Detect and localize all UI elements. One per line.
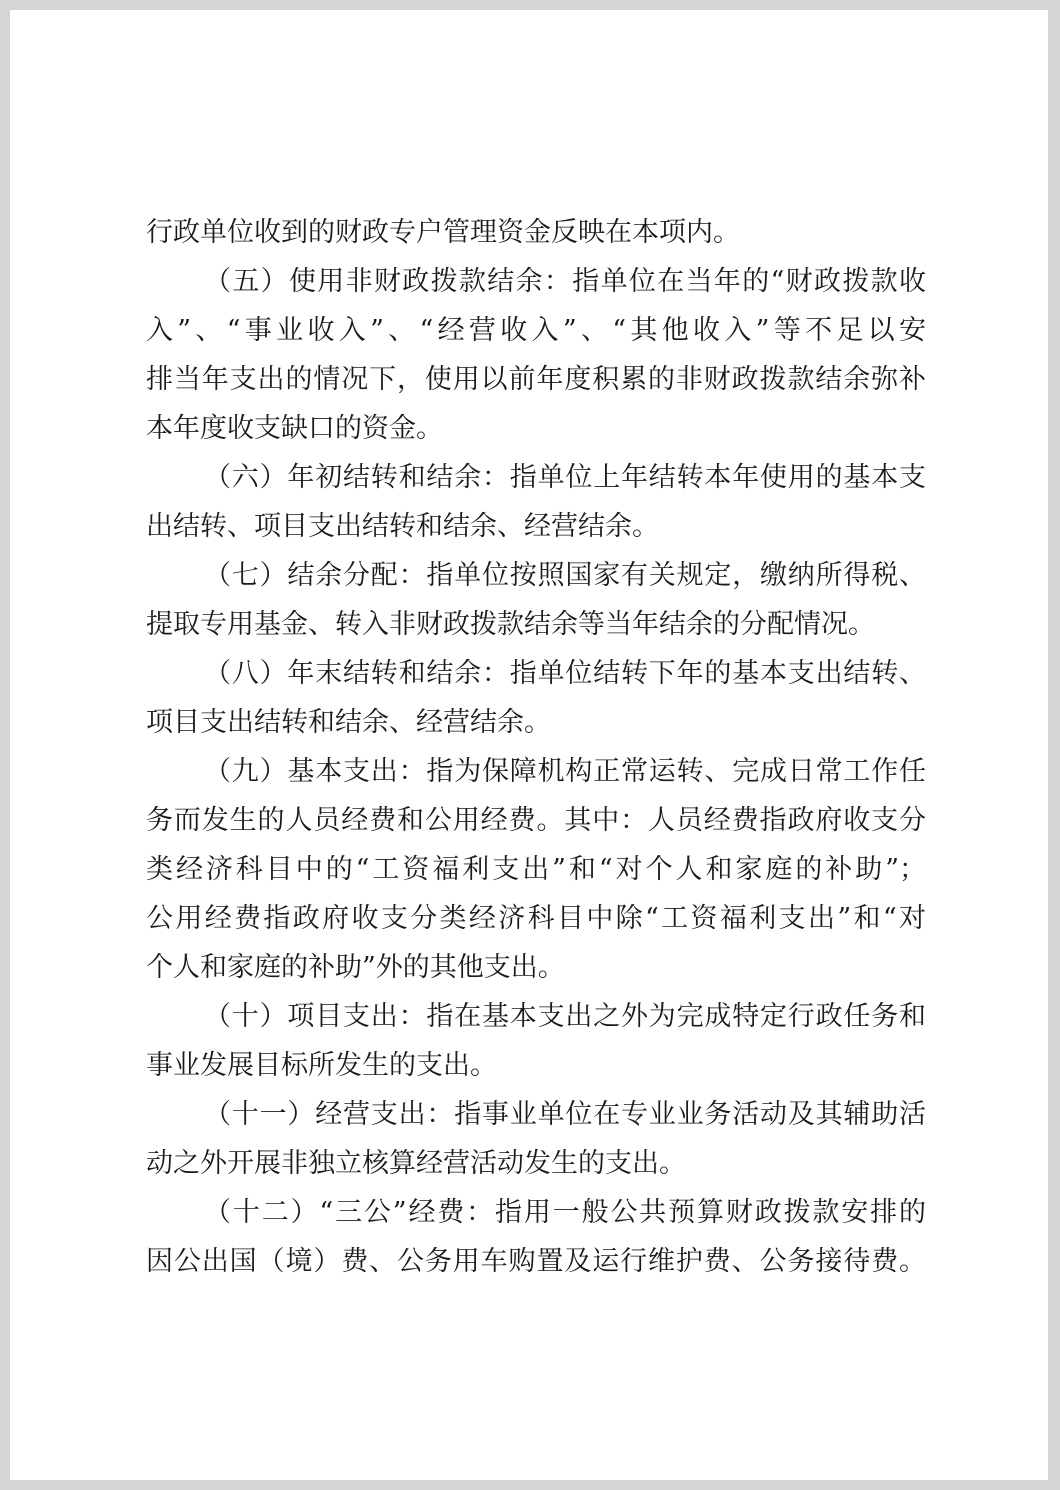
paragraph-line: 入”、“事业收入”、“经营收入”、“其他收入”等不足以安 bbox=[146, 315, 926, 346]
paragraph-line: 因公出国（境）费、公务用车购置及运行维护费、公务接待费。 bbox=[146, 1246, 926, 1277]
section-eight-heading-line: （八）年末结转和结余：指单位结转下年的基本支出结转、 bbox=[204, 658, 926, 689]
paragraph-line: 公用经费指政府收支分类经济科目中除“工资福利支出”和“对 bbox=[146, 903, 926, 934]
paragraph-line: 类经济科目中的“工资福利支出”和“对个人和家庭的补助”； bbox=[146, 854, 926, 885]
section-five-heading-line: （五）使用非财政拨款结余：指单位在当年的“财政拨款收 bbox=[204, 266, 926, 297]
section-ten-heading-line: （十）项目支出：指在基本支出之外为完成特定行政任务和 bbox=[204, 1001, 926, 1032]
paragraph-line: 出结转、项目支出结转和结余、经营结余。 bbox=[146, 511, 659, 542]
paragraph-line: 提取专用基金、转入非财政拨款结余等当年结余的分配情况。 bbox=[146, 609, 875, 640]
section-six-heading-line: （六）年初结转和结余：指单位上年结转本年使用的基本支 bbox=[204, 462, 926, 493]
section-nine-heading-line: （九）基本支出：指为保障机构正常运转、完成日常工作任 bbox=[204, 756, 926, 787]
section-seven-heading-line: （七）结余分配：指单位按照国家有关规定，缴纳所得税、 bbox=[204, 560, 926, 591]
document-page bbox=[10, 10, 1048, 1480]
paragraph-line: 动之外开展非独立核算经营活动发生的支出。 bbox=[146, 1148, 686, 1179]
section-twelve-heading-line: （十二）“三公”经费：指用一般公共预算财政拨款安排的 bbox=[204, 1197, 926, 1228]
paragraph-line: 排当年支出的情况下，使用以前年度积累的非财政拨款结余弥补 bbox=[146, 364, 926, 395]
paragraph-line: 本年度收支缺口的资金。 bbox=[146, 413, 443, 444]
paragraph-line: 项目支出结转和结余、经营结余。 bbox=[146, 707, 551, 738]
paragraph-line: 事业发展目标所发生的支出。 bbox=[146, 1050, 497, 1081]
paragraph-line: 行政单位收到的财政专户管理资金反映在本项内。 bbox=[146, 217, 740, 248]
paragraph-line: 个人和家庭的补助”外的其他支出。 bbox=[146, 952, 565, 983]
paragraph-line: 务而发生的人员经费和公用经费。其中：人员经费指政府收支分 bbox=[146, 805, 926, 836]
document-body bbox=[146, 208, 926, 1286]
section-eleven-heading-line: （十一）经营支出：指事业单位在专业业务活动及其辅助活 bbox=[204, 1099, 926, 1130]
